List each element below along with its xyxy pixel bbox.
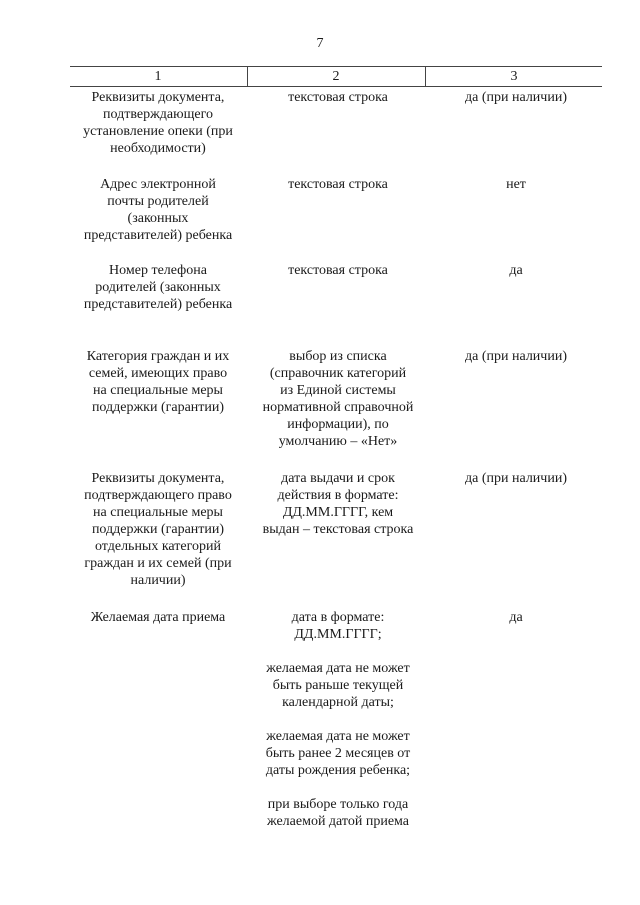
format-paragraph: текстовая строка: [288, 263, 388, 278]
field-format: [250, 348, 426, 450]
field-name: Номер телефона родителей (законных представителей) ребенка: [83, 263, 233, 312]
field-required: да: [509, 610, 523, 625]
table-header: [70, 66, 602, 87]
field-name: Реквизиты документа, подтверждающего установление опеки (при необходимости): [83, 90, 233, 156]
field-format: [250, 470, 426, 538]
field-required: да: [509, 263, 523, 278]
column-header-2: 2: [332, 69, 340, 84]
format-paragraph: текстовая строка: [288, 90, 388, 105]
field-format: [250, 176, 426, 193]
column-header-3: 3: [510, 69, 518, 84]
field-format: [250, 262, 426, 279]
format-paragraph: выбор из списка (справочник категорий из Единой системы нормативной справочной информации), по умолчанию – «Нет»: [262, 349, 414, 449]
format-paragraph: при выборе только года желаемой датой приема: [266, 797, 410, 829]
field-name: Желаемая дата приема: [90, 610, 226, 625]
format-paragraph: желаемая дата не может быть ранее 2 месяцев от даты рождения ребенка;: [265, 729, 411, 778]
page-number: 7: [316, 36, 324, 51]
field-required: да (при наличии): [465, 349, 567, 364]
field-name: Реквизиты документа, подтверждающего право на специальные меры поддержки (гарантии) отдельных категорий граждан и их семей (при наличии): [84, 471, 232, 588]
field-required: да (при наличии): [465, 471, 567, 486]
format-paragraph: дата в формате: ДД.ММ.ГГГГ;: [291, 610, 385, 642]
format-paragraph: желаемая дата не может быть раньше текущей календарной даты;: [266, 661, 410, 710]
field-format: [250, 609, 426, 830]
column-header-1: 1: [154, 69, 162, 84]
field-required: нет: [506, 177, 526, 192]
field-name: Адрес электронной почты родителей (законных представителей) ребенка: [83, 177, 233, 243]
field-name: Категория граждан и их семей, имеющих право на специальные меры поддержки (гарантии): [86, 349, 230, 415]
format-paragraph: дата выдачи и срок действия в формате: ДД.ММ.ГГГГ, кем выдан – текстовая строка: [262, 471, 414, 537]
field-format: [250, 89, 426, 106]
field-required: да (при наличии): [465, 90, 567, 105]
format-paragraph: текстовая строка: [288, 177, 388, 192]
